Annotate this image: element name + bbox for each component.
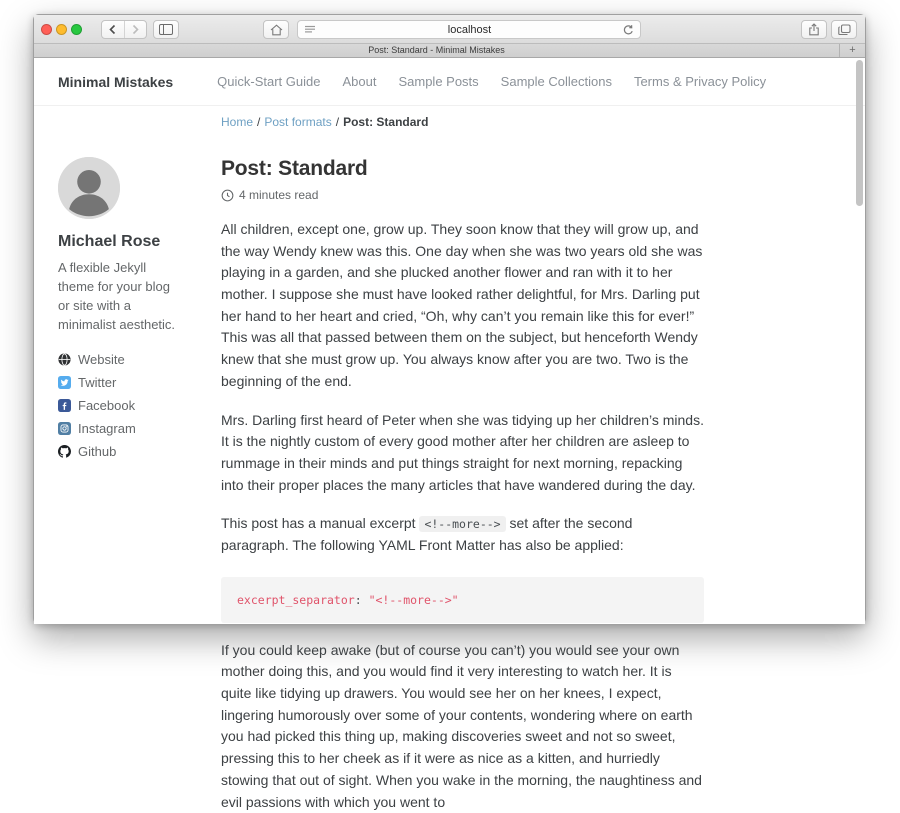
author-links — [58, 352, 181, 459]
paragraph-3-text: set after the second paragraph. The following YAML Front Matter has also be applied: — [221, 515, 633, 553]
reader-icon[interactable] — [304, 25, 316, 35]
paragraph-4: If you could keep awake (but of course you can’t) you would see your own mother doing this, and you would find it very interesting to watch her. It is quite like tidying up drawers. You would see her on her knees, I expect, lingering humorously over some of your contents, wondering where on earth you had picked this thing up, making discoveries sweet and not so sweet, pressing this to her cheek as if it were as nice as a kitten, and hurriedly stowing that out of sight. When you wake in the morning, the naughtiness and evil passions with which you went to — [221, 641, 702, 810]
author-link-instagram[interactable] — [58, 421, 181, 436]
inline-code-more-tag: <!--more--> — [419, 516, 505, 532]
sidebar-toggle-button[interactable] — [153, 20, 179, 39]
post-meta — [221, 188, 704, 202]
yaml-colon: : — [354, 592, 362, 607]
yaml-code-block — [221, 577, 704, 623]
page-scrollbar-thumb[interactable] — [856, 60, 863, 206]
masthead — [34, 58, 865, 106]
author-link-github[interactable] — [58, 444, 181, 459]
breadcrumb — [221, 115, 841, 129]
paragraph-1: All children, except one, grow up. They soon know that they will grow up, and the way Wendy knew was this. One day when she was two years old she was playing in a garden, and she plucked another flower and ran with it to her mother. I suppose she must have looked rather delightful, for Mrs. Darling put her hand to her heart and cried, “Oh, why can’t you remain like this for ever!” This was all that passed between them on the subject, but henceforth Wendy knew that she must grow up. You always know after you are two. Two is the beginning of the end. — [221, 221, 703, 389]
nav-item-terms-privacy[interactable]: Terms & Privacy Policy — [633, 74, 767, 89]
back-button[interactable] — [102, 21, 124, 38]
chevron-left-icon — [108, 24, 118, 35]
clock-icon — [221, 189, 234, 202]
breadcrumb-home-link[interactable]: Home — [221, 115, 254, 129]
author-sidebar — [58, 157, 181, 813]
breadcrumb-current: Post: Standard — [343, 115, 429, 129]
author-link-label: Facebook — [78, 398, 136, 414]
forward-button[interactable] — [124, 21, 147, 38]
author-link-facebook[interactable] — [58, 398, 181, 413]
tab-overview-button[interactable] — [831, 20, 857, 39]
breadcrumb-separator: / — [335, 115, 340, 129]
safari-window — [33, 14, 866, 810]
github-icon — [58, 445, 71, 458]
active-tab[interactable]: Post: Standard - Minimal Mistakes — [368, 45, 505, 55]
url-text: localhost — [447, 23, 492, 36]
chevron-right-icon — [130, 24, 140, 35]
browser-toolbar — [34, 15, 865, 44]
history-nav-group — [101, 20, 147, 39]
page-viewport — [34, 58, 865, 810]
author-link-label: Website — [78, 352, 125, 368]
home-icon — [270, 24, 283, 36]
author-bio: A flexible Jekyll theme for your blog or site with a minimalist aesthetic. — [58, 260, 176, 332]
page-columns — [34, 129, 865, 813]
read-time: 4 minutes read — [239, 188, 319, 202]
author-link-twitter[interactable] — [58, 375, 181, 390]
post-title: Post: Standard — [221, 157, 368, 180]
globe-icon — [58, 353, 71, 366]
sidebar-icon — [159, 24, 173, 35]
yaml-value: "<!--more-->" — [368, 592, 459, 607]
author-link-label: Instagram — [78, 421, 136, 437]
instagram-icon — [58, 422, 71, 435]
avatar — [58, 157, 120, 219]
author-link-label: Github — [78, 444, 117, 460]
article — [221, 157, 704, 813]
share-button[interactable] — [801, 20, 827, 39]
person-silhouette-icon — [58, 157, 120, 219]
home-button[interactable] — [263, 20, 289, 39]
nav-item-quick-start-guide[interactable]: Quick-Start Guide — [217, 74, 321, 89]
facebook-icon — [58, 399, 71, 412]
zoom-window-button[interactable] — [71, 24, 82, 35]
author-link-label: Twitter — [78, 375, 117, 391]
minimize-window-button[interactable] — [56, 24, 67, 35]
twitter-icon — [58, 376, 71, 389]
breadcrumb-post-formats-link[interactable]: Post formats — [264, 115, 332, 129]
traffic-lights — [41, 24, 82, 35]
breadcrumb-separator: / — [257, 115, 261, 129]
paragraph-2: Mrs. Darling first heard of Peter when she was tidying up her children’s minds. It is the nightly custom of every good mother after her children are asleep to rummage in their minds and put things straight for next morning, repacking into their proper places the many articles that have wandered during the day. — [221, 411, 704, 493]
yaml-key: excerpt_separator — [237, 592, 355, 607]
paragraph-3 — [221, 513, 704, 556]
tabs-icon — [838, 24, 851, 36]
author-name: Michael Rose — [58, 233, 161, 250]
share-icon — [808, 23, 820, 36]
site-title-link[interactable]: Minimal Mistakes — [58, 73, 174, 90]
nav-item-about[interactable]: About — [342, 74, 377, 89]
paragraph-3-text: This post has a manual excerpt — [221, 515, 420, 532]
close-window-button[interactable] — [41, 24, 52, 35]
author-link-website[interactable] — [58, 352, 181, 367]
refresh-icon[interactable] — [623, 24, 634, 36]
address-bar[interactable] — [297, 20, 641, 39]
nav-item-sample-collections[interactable]: Sample Collections — [500, 74, 612, 89]
nav-item-sample-posts[interactable]: Sample Posts — [398, 74, 479, 89]
tab-bar — [34, 44, 865, 58]
new-tab-button[interactable]: + — [839, 44, 865, 57]
